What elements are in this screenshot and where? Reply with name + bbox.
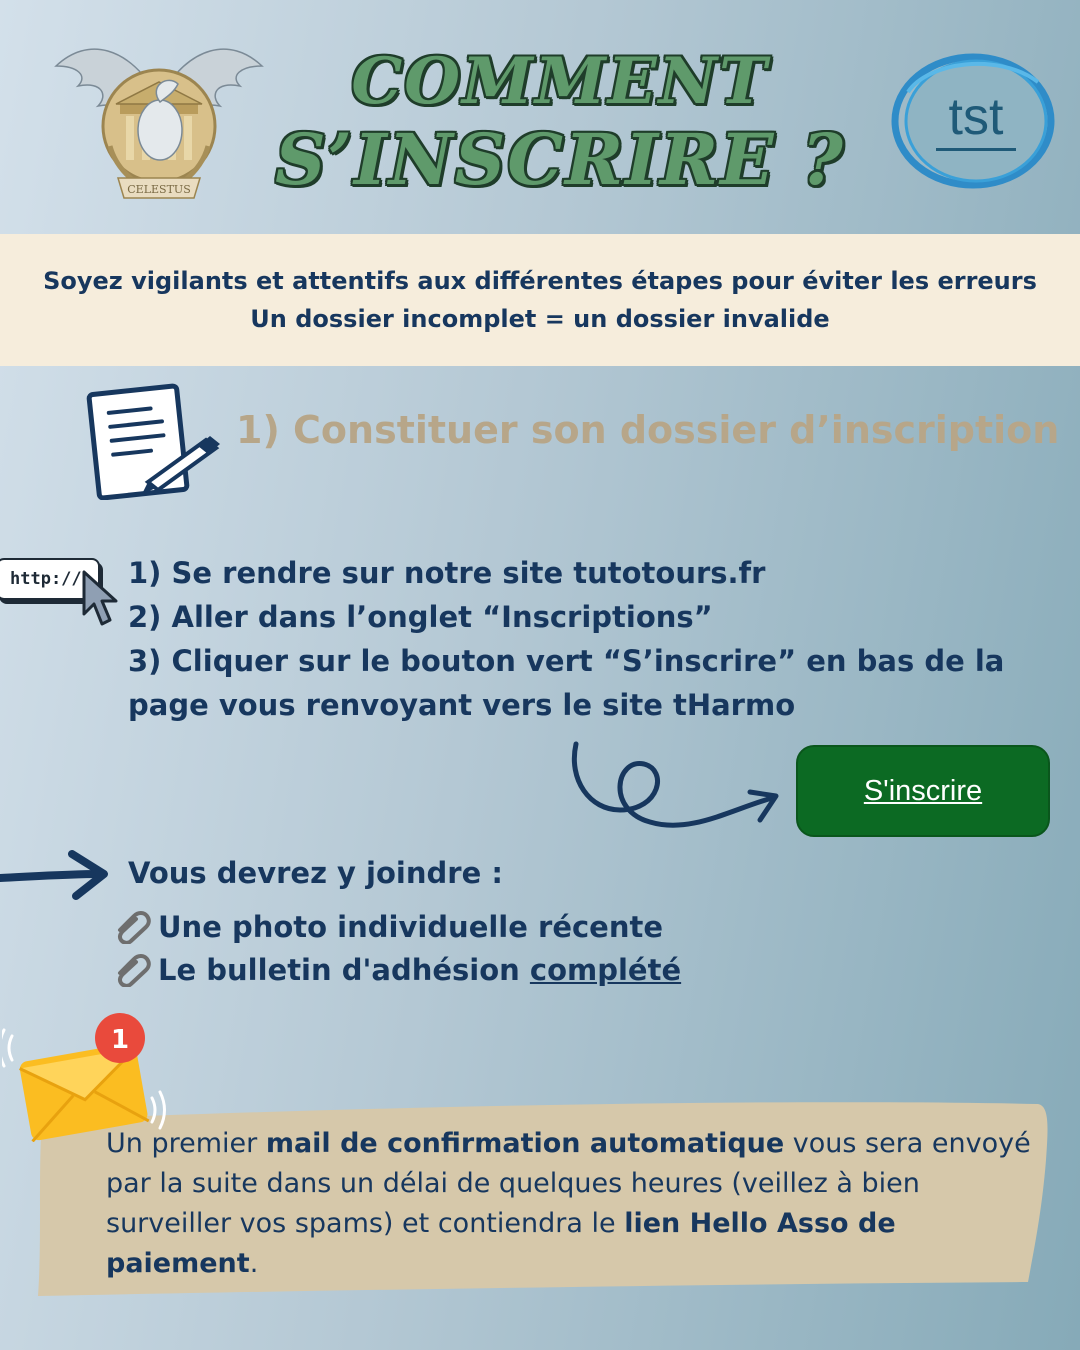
logo-text: tst [948, 88, 1004, 146]
page-title-line-2: S’INSCRIRE ? [275, 118, 845, 201]
notice-part-2: vous sera envoyé par la suite dans un délai de quelques heures (veillez à bien surveiller vos spams) et contiendra le [106, 1128, 1031, 1239]
mail-notification-icon [2, 1008, 172, 1142]
emblem-text: CELESTUS [127, 183, 191, 196]
notice-bold-mail: mail de confirmation automatique [265, 1128, 785, 1159]
banner-line-2: Un dossier incomplet = un dossier invalide [250, 305, 830, 333]
confirmation-notice-text [106, 1124, 1036, 1284]
notice-part-3: . [249, 1248, 259, 1279]
step-3-text: 3) Cliquer sur le bouton vert “S’inscrire” en bas de la [128, 644, 1005, 678]
paperclip-icon [114, 910, 152, 944]
attachment-label-photo: Une photo individuelle récente [158, 910, 664, 944]
attachment-item-photo [114, 910, 663, 944]
signup-button[interactable]: S'inscrire [796, 745, 1050, 837]
attachment-label-completed: complété [529, 953, 682, 987]
url-box: http:// [0, 558, 100, 600]
notification-badge-count: 1 [110, 1025, 130, 1055]
document-signing-icon [86, 382, 226, 500]
tst-logo [888, 52, 1058, 190]
notice-part-1: Un premier [106, 1128, 266, 1159]
warning-banner [0, 234, 1080, 366]
paperclip-icon [114, 953, 152, 987]
step-1-text: 1) Se rendre sur notre site tutotours.fr [128, 556, 766, 590]
attachment-label-bulletin: Le bulletin d'adhésion [158, 953, 530, 987]
right-arrow-icon [0, 848, 112, 904]
step-2-text: 2) Aller dans l’onglet “Inscriptions” [128, 600, 713, 634]
attachment-item-bulletin [114, 953, 681, 987]
attachments-heading: Vous devrez y joindre : [128, 856, 503, 890]
step-3-text-continued: page vous renvoyant vers le site tHarmo [128, 688, 796, 722]
mouse-cursor-icon [80, 568, 120, 630]
page-title-line-1: COMMENT [351, 44, 769, 119]
celestus-emblem-logo [48, 26, 270, 204]
banner-line-1: Soyez vigilants et attentifs aux différentes étapes pour éviter les erreurs [43, 267, 1037, 295]
section-heading: 1) Constituer son dossier d’inscription [236, 408, 1060, 452]
curly-arrow-icon [560, 730, 800, 870]
notice-bold-link: lien Hello Asso de paiement [106, 1208, 896, 1279]
